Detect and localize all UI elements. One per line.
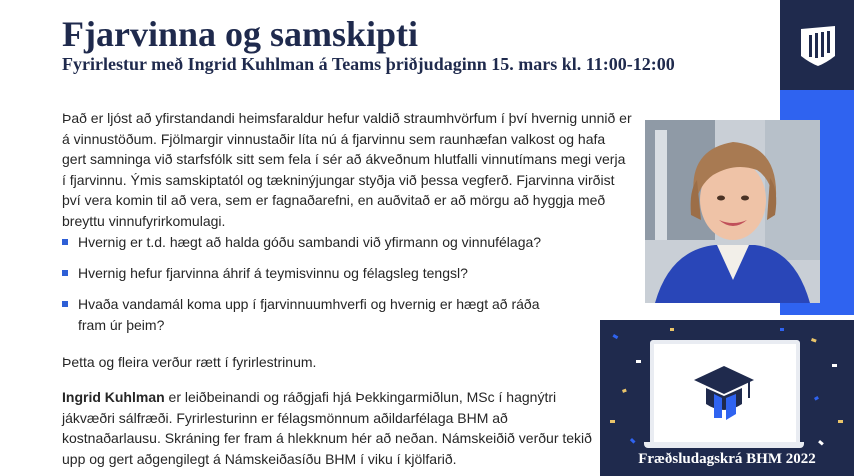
list-item — [62, 294, 622, 335]
speaker-name: Ingrid Kuhlman — [62, 389, 165, 405]
list-item-text: Hvernig hefur fjarvinna áhrif á teymisvinnu og félagsleg tengsl? — [78, 265, 468, 281]
question-list — [62, 232, 622, 346]
list-item — [62, 232, 622, 253]
bhm-logo-icon — [801, 26, 835, 66]
bullet-square-icon — [62, 239, 68, 245]
bullet-square-icon — [62, 270, 68, 276]
speaker-bio — [62, 387, 592, 469]
laptop-base — [644, 442, 804, 448]
speaker-photo — [645, 120, 820, 303]
graduation-cap-icon — [692, 360, 756, 426]
page-subtitle: Fyrirlestur með Ingrid Kuhlman á Teams þriðjudaginn 15. mars kl. 11:00-12:00 — [62, 54, 675, 74]
list-item — [62, 263, 622, 284]
speaker-bio-text: er leiðbeinandi og ráðgjafi hjá Þekkingarmiðlun, MSc í hagnýtri jákvæðri sálfræði. Fyrirlesturinn er félagsmönnum aðildarfélaga BHM að kostnaðarlausu. Skráning fer fram á hlekknum hér að neðan. Námskeiðið verður tekið upp og gert aðgengilegt á Námskeiðasíðu BHM í viku í kjölfarið. — [62, 389, 592, 467]
promo-label: Fræðsludagskrá BHM 2022 — [638, 451, 816, 467]
promo-banner — [600, 320, 854, 476]
page-title: Fjarvinna og samskipti — [62, 14, 419, 54]
closing-line: Þetta og fleira verður rætt í fyrirlestrinum. — [62, 354, 317, 370]
intro-paragraph: Það er ljóst að yfirstandandi heimsfaraldur hefur valdið straumhvörfum í því hvernig unnið er á vinnustöðum. Fjölmargir vinnustaðir líta nú á fjarvinnu sem raunhæfan valkost og hafa gert samninga við starfsfólk sitt sem fela í sér að ákveðnum hlutfalli vinnutímans megi verja í fjarvinnu. Ýmis samskiptatól og tækninýjungar styðja við þessa vegferð. Fjarvinna virðist því vera komin til að vera, sem er fagnaðarefni, en auðvitað er að mörgu að hyggja með breyttu vinnufyrirkomulagi. — [62, 110, 632, 229]
bullet-square-icon — [62, 301, 68, 307]
list-item-text: Hvaða vandamál koma upp í fjarvinnuumhverfi og hvernig er hægt að ráða fram úr þeim? — [78, 296, 540, 333]
list-item-text: Hvernig er t.d. hægt að halda góðu sambandi við yfirmann og vinnufélaga? — [78, 234, 542, 250]
